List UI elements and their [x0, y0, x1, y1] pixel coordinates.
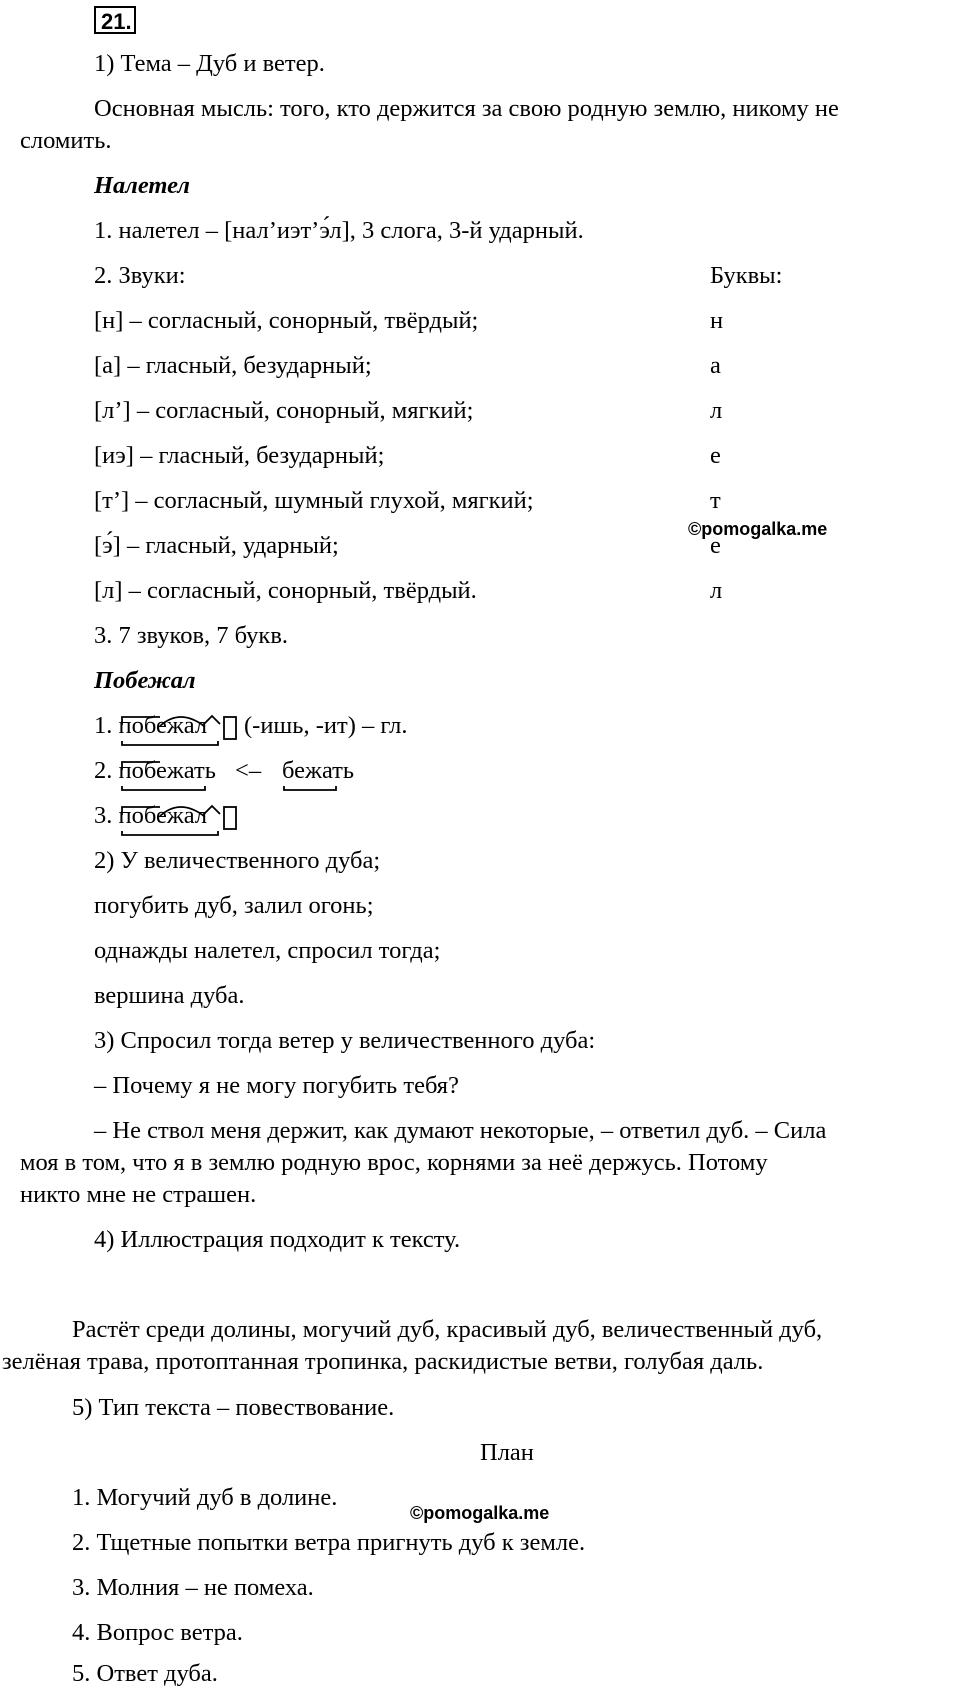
- watermark: ©pomogalka.me: [688, 519, 828, 539]
- description-line-1: Растёт среди долины, могучий дуб, красивый дуб, величественный дуб,: [72, 1316, 823, 1343]
- word1-transcription: 1. налетел – [нал’иэт’э́л], 3 слога, 3-й ударный.: [94, 217, 584, 244]
- sound-row: [э́] – гласный, ударный;: [94, 532, 339, 559]
- letter-cell: л: [710, 397, 723, 424]
- plan-item: 2. Тщетные попытки ветра пригнуть дуб к земле.: [72, 1529, 586, 1556]
- morph-line-3-word: 3. побежал: [94, 802, 208, 829]
- part5-line: 5) Тип текста – повествование.: [72, 1394, 395, 1421]
- theme-line: 1) Тема – Дуб и ветер.: [94, 50, 325, 77]
- sound-row: [л’] – согласный, сонорный, мягкий;: [94, 397, 474, 424]
- sounds-header: 2. Звуки:: [94, 262, 186, 289]
- base-bracket: [122, 831, 218, 835]
- plan-item: 1. Могучий дуб в долине.: [72, 1484, 338, 1511]
- base-bracket: [122, 741, 218, 745]
- part2-line: вершина дуба.: [94, 982, 245, 1009]
- sound-row: [л] – согласный, сонорный, твёрдый.: [94, 577, 477, 604]
- ending-box: [224, 807, 236, 829]
- letter-cell: е: [710, 442, 721, 469]
- derivation-source: бежать: [282, 757, 355, 784]
- part3-line-4: моя в том, что я в землю родную врос, корнями за неё держусь. Потому: [20, 1149, 768, 1176]
- plan-item: 5. Ответ дуба.: [72, 1660, 218, 1687]
- word2-heading: Побежал: [94, 667, 196, 694]
- base-bracket: [122, 786, 205, 790]
- letter-cell: н: [710, 307, 724, 334]
- morph-line-2-word: 2. побежать: [94, 757, 216, 784]
- letter-cell: а: [710, 352, 721, 379]
- plan-item: 3. Молния – не помеха.: [72, 1574, 314, 1601]
- part3-line-3: – Не ствол меня держит, как думают некоторые, – ответил дуб. – Сила: [94, 1117, 827, 1144]
- part3-line-1: 3) Спросил тогда ветер у величественного дуба:: [94, 1027, 596, 1054]
- derivation-arrow: <–: [235, 757, 262, 784]
- plan-item: 4. Вопрос ветра.: [72, 1619, 243, 1646]
- sound-row: [т’] – согласный, шумный глухой, мягкий;: [94, 487, 534, 514]
- part3-line-5: никто мне не страшен.: [20, 1181, 257, 1208]
- word1-heading: Налетел: [94, 172, 191, 199]
- morph-line-1-forms: (-ишь, -ит) – гл.: [244, 712, 408, 739]
- plan-title: План: [480, 1439, 534, 1466]
- sound-row: [иэ] – гласный, безударный;: [94, 442, 385, 469]
- sound-letter-count: 3. 7 звуков, 7 букв.: [94, 622, 289, 649]
- part2-line: погубить дуб, залил огонь;: [94, 892, 374, 919]
- part2-line: 2) У величественного дуба;: [94, 847, 381, 874]
- ending-box: [224, 717, 236, 739]
- sound-row: [а] – гласный, безударный;: [94, 352, 372, 379]
- description-line-2: зелёная трава, протоптанная тропинка, раскидистые ветви, голубая даль.: [2, 1348, 764, 1375]
- letter-cell: е: [710, 532, 721, 559]
- letters-header: Буквы:: [710, 262, 783, 289]
- main-idea-line-1: Основная мысль: того, кто держится за свою родную землю, никому не: [94, 95, 839, 122]
- part4-line: 4) Иллюстрация подходит к тексту.: [94, 1226, 461, 1253]
- source-base-bracket: [284, 786, 336, 790]
- letter-cell: л: [710, 577, 723, 604]
- watermark: ©pomogalka.me: [410, 1503, 550, 1523]
- sound-row: [н] – согласный, сонорный, твёрдый;: [94, 307, 479, 334]
- part3-line-2: – Почему я не могу погубить тебя?: [94, 1072, 459, 1099]
- part2-line: однажды налетел, спросил тогда;: [94, 937, 441, 964]
- morph-line-1-word: 1. побежал: [94, 712, 208, 739]
- letter-cell: т: [710, 487, 721, 514]
- main-idea-line-2: сломить.: [20, 127, 112, 154]
- exercise-number: 21.: [94, 6, 136, 34]
